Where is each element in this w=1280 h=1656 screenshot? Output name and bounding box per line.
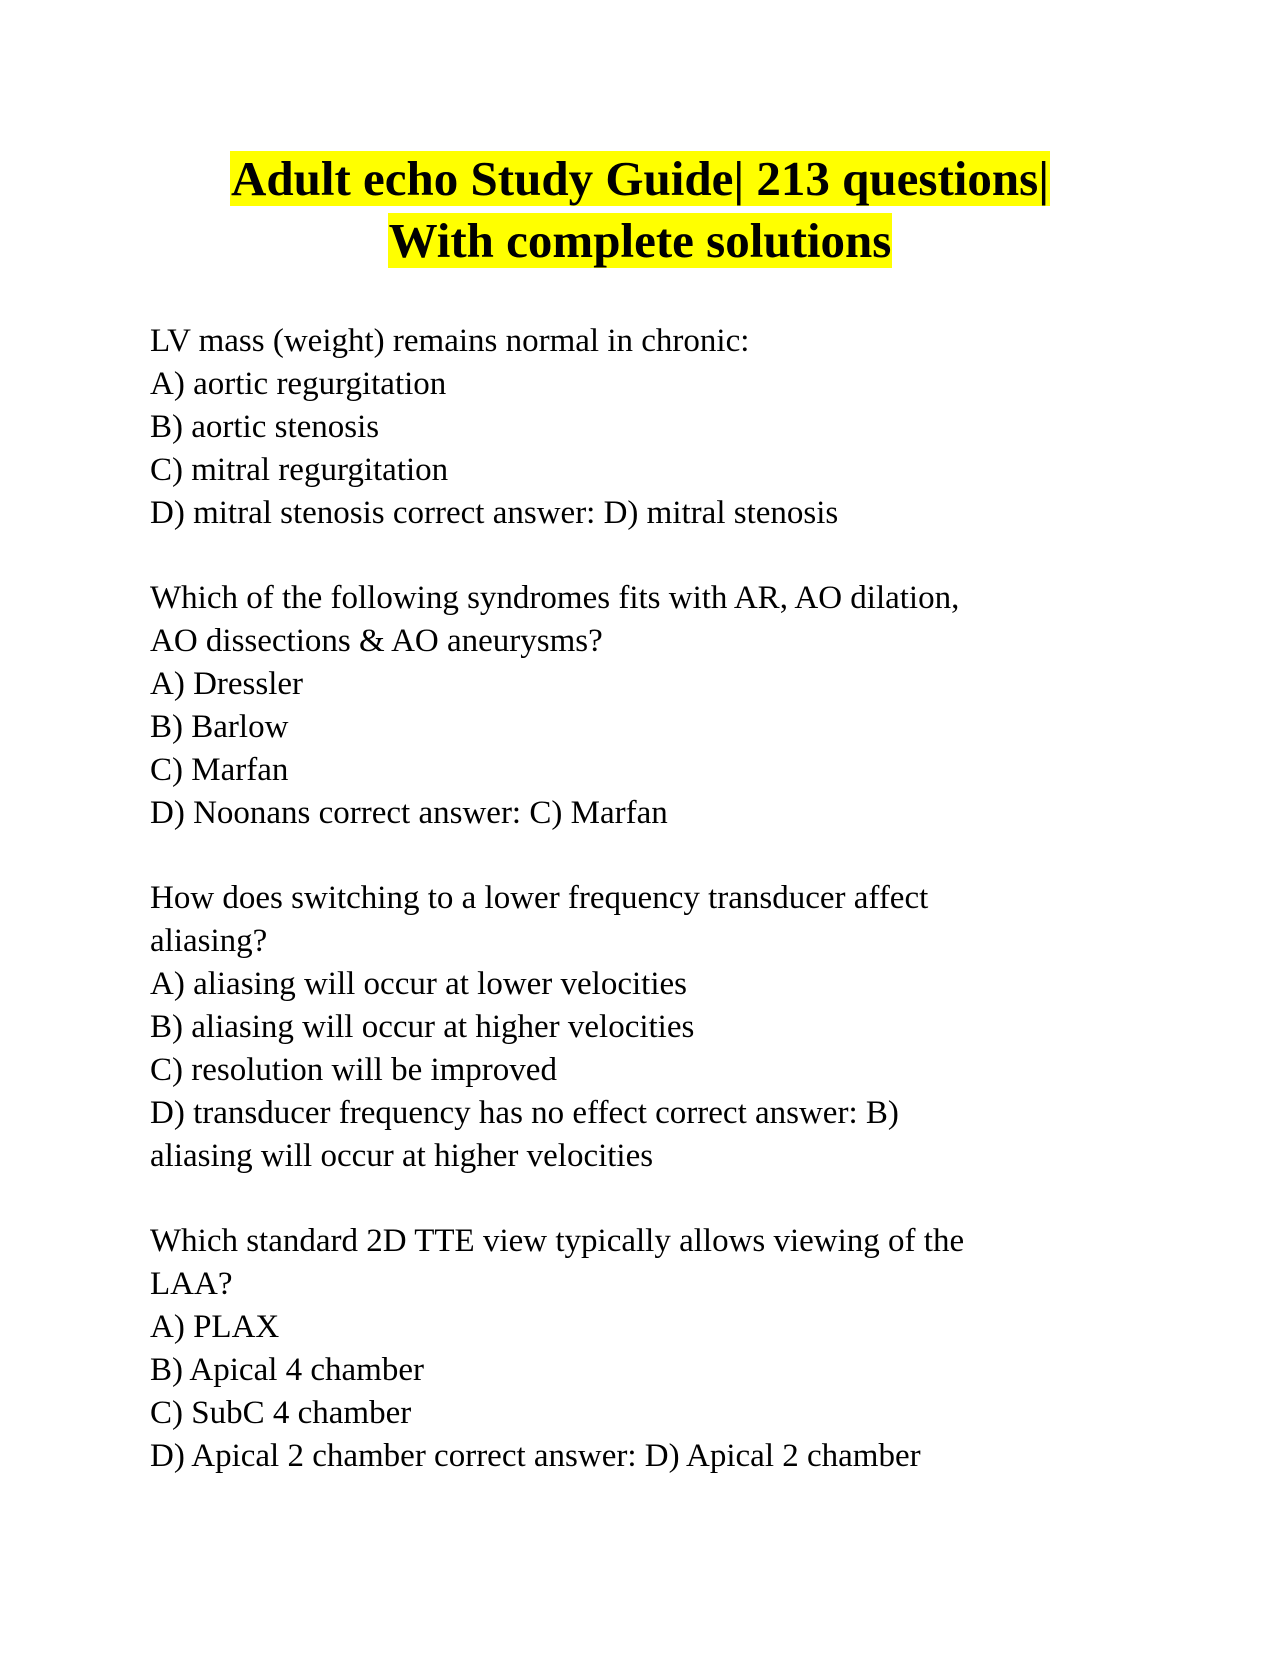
question-block-4 xyxy=(150,1220,1150,1478)
question-block-1 xyxy=(150,320,1150,535)
document-title xyxy=(0,148,1280,272)
question-4-option-b: B) Apical 4 chamber xyxy=(150,1352,424,1388)
question-3-option-c: C) resolution will be improved xyxy=(150,1052,557,1088)
question-2-option-d-answer: D) Noonans correct answer: C) Marfan xyxy=(150,795,668,831)
question-2-stem-line-1: Which of the following syndromes fits with AR, AO dilation, xyxy=(150,580,960,616)
question-4-option-a: A) PLAX xyxy=(150,1309,280,1345)
question-4-option-c: C) SubC 4 chamber xyxy=(150,1395,412,1431)
question-3-stem-line-1: How does switching to a lower frequency transducer affect xyxy=(150,880,929,916)
question-block-3 xyxy=(150,877,1150,1178)
question-1-option-a: A) aortic regurgitation xyxy=(150,366,447,402)
question-2-option-a: A) Dressler xyxy=(150,666,304,702)
question-3-stem-line-2: aliasing? xyxy=(150,923,268,959)
question-3-option-b: B) aliasing will occur at higher velocities xyxy=(150,1009,695,1045)
question-3-option-d-answer-line-2: aliasing will occur at higher velocities xyxy=(150,1138,654,1174)
question-1-option-b: B) aortic stenosis xyxy=(150,409,380,445)
question-1-option-d-answer: D) mitral stenosis correct answer: D) mitral stenosis xyxy=(150,495,839,531)
question-3-option-a: A) aliasing will occur at lower velocities xyxy=(150,966,687,1002)
question-2-stem-line-2: AO dissections & AO aneurysms? xyxy=(150,623,603,659)
question-4-stem-line-2: LAA? xyxy=(150,1266,233,1302)
question-3-option-d-answer-line-1: D) transducer frequency has no effect correct answer: B) xyxy=(150,1095,899,1131)
question-2-option-b: B) Barlow xyxy=(150,709,289,745)
question-block-2 xyxy=(150,577,1150,835)
question-4-stem-line-1: Which standard 2D TTE view typically allows viewing of the xyxy=(150,1223,965,1259)
question-1-stem: LV mass (weight) remains normal in chronic: xyxy=(150,323,750,359)
question-2-option-c: C) Marfan xyxy=(150,752,289,788)
document-body xyxy=(150,320,1150,1520)
question-4-option-d-answer: D) Apical 2 chamber correct answer: D) Apical 2 chamber xyxy=(150,1438,921,1474)
title-line-1: Adult echo Study Guide| 213 questions| xyxy=(230,151,1050,206)
title-line-2: With complete solutions xyxy=(388,213,892,268)
question-1-option-c: C) mitral regurgitation xyxy=(150,452,449,488)
